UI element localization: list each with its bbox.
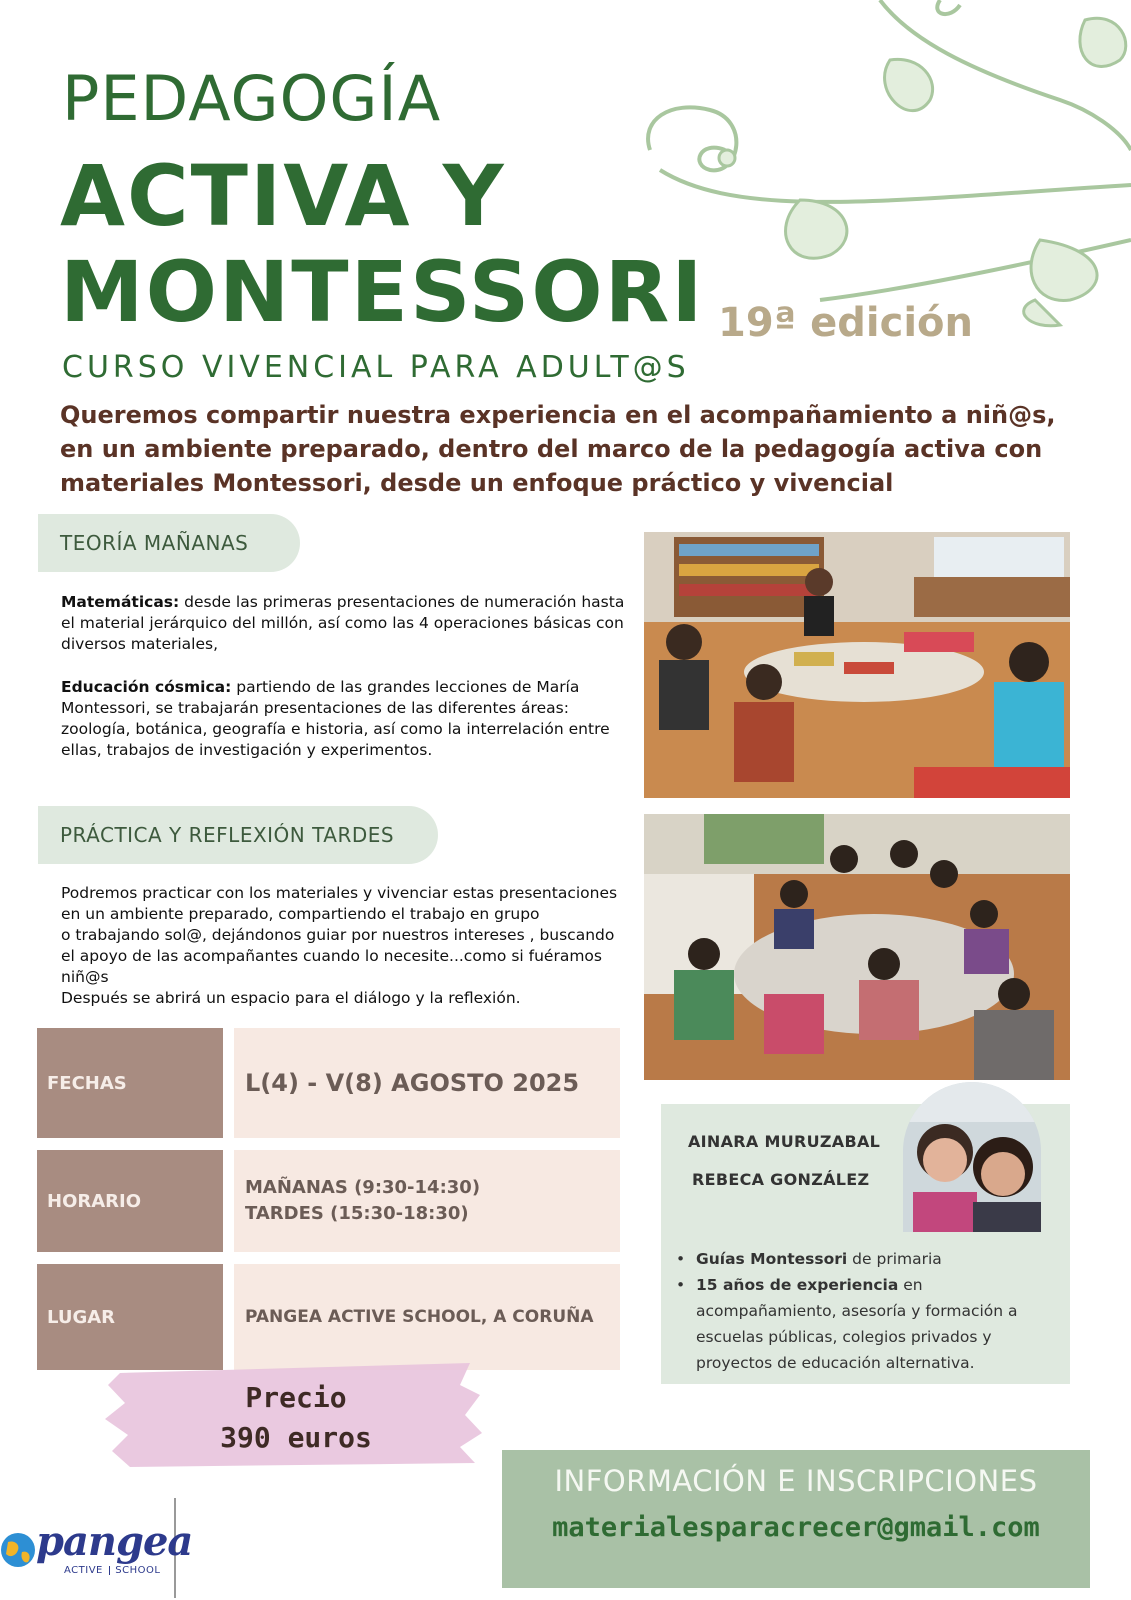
credential-2-bold: 15 años de experiencia <box>696 1276 899 1294</box>
guide-name-2: REBECA GONZÁLEZ <box>692 1170 870 1189</box>
decorative-vine <box>640 0 1131 330</box>
math-text: desde las primeras presentaciones de numeración hasta el material jerárquico del millón, así como las 4 operaciones básicas con diversos materiales, <box>61 593 625 653</box>
dates-value: L(4) - V(8) AGOSTO 2025 <box>234 1028 620 1138</box>
schedule-value <box>234 1150 620 1252</box>
classroom-photo-2 <box>644 814 1070 1080</box>
logo-sub-left: ACTIVE <box>64 1565 103 1576</box>
math-label: Matemáticas: <box>61 593 180 611</box>
cosmic-paragraph <box>61 677 631 761</box>
place-value: PANGEA ACTIVE SCHOOL, A CORUÑA <box>234 1264 620 1370</box>
intro-text: Queremos compartir nuestra experiencia en el acompañamiento a niñ@s, en un ambiente preparado, dentro del marco de la pedagogía activa con materiales Montessori, desde un enfoque práctico y vivencial <box>60 401 1056 497</box>
price-value: 390 euros <box>220 1421 372 1454</box>
section-title-theory: TEORÍA MAÑANAS <box>60 531 249 555</box>
guides-photo <box>903 1082 1041 1232</box>
section-pill-practice <box>38 806 438 864</box>
logo-wordmark: pangea <box>36 1518 193 1565</box>
price <box>196 1378 396 1458</box>
contact-email[interactable]: materialesparacrecer@gmail.com <box>552 1512 1040 1543</box>
schedule-afternoon: TARDES (15:30-18:30) <box>245 1203 469 1224</box>
classroom-photo-1 <box>644 532 1070 798</box>
credential-1-bold: Guías Montessori <box>696 1250 848 1268</box>
credential-2-text: en acompañamiento, asesoría y formación a escuelas públicas, colegios privados y proyectos de educación alternativa. <box>696 1276 1018 1372</box>
cosmic-text: partiendo de las grandes lecciones de María Montessori, se trabajarán presentaciones de las diferentes áreas: zoología, botánica, geografía e historia, así como la interrelación entre ellas, trabajos de investigación y experimentos. <box>61 678 610 759</box>
info-title: INFORMACIÓN E INSCRIPCIONES <box>554 1464 1038 1498</box>
title-line-2: ACTIVA Y <box>60 147 506 245</box>
subtitle: CURSO VIVENCIAL PARA ADULT@S <box>62 350 690 385</box>
globe-icon <box>0 1530 36 1570</box>
section-pill-theory <box>38 514 300 572</box>
list-item <box>676 1272 1056 1376</box>
title-line-3: MONTESSORI <box>60 243 705 341</box>
list-item <box>676 1246 1056 1272</box>
logo-subtitle <box>64 1565 160 1576</box>
edition-label: 19ª edición <box>718 300 973 346</box>
practice-paragraph: Podremos practicar con los materiales y vivenciar estas presentaciones en un ambiente preparado, compartiendo el trabajo en grupo o trabajando sol@, dejándonos guiar por nuestros intereses , buscando el apoyo de las acompañantes cuando lo necesite...como si fuéramos niñ@s Después se abrirá un espacio para el diálogo y la reflexión. <box>61 884 618 1007</box>
logo-sub-right: SCHOOL <box>115 1565 161 1576</box>
math-paragraph <box>61 592 631 655</box>
schedule-morning: MAÑANAS (9:30-14:30) <box>245 1177 481 1198</box>
dates-label: FECHAS <box>37 1028 223 1138</box>
guides-credentials-list <box>676 1246 1056 1376</box>
schedule-label: HORARIO <box>37 1150 223 1252</box>
credential-1-text: de primaria <box>847 1250 942 1268</box>
place-label: LUGAR <box>37 1264 223 1370</box>
guide-name-1: AINARA MURUZABAL <box>688 1132 881 1151</box>
price-label: Precio <box>245 1381 347 1414</box>
title-line-1: PEDAGOGÍA <box>62 62 442 135</box>
section-title-practice: PRÁCTICA Y REFLEXIÓN TARDES <box>60 823 395 847</box>
cosmic-label: Educación cósmica: <box>61 678 232 696</box>
